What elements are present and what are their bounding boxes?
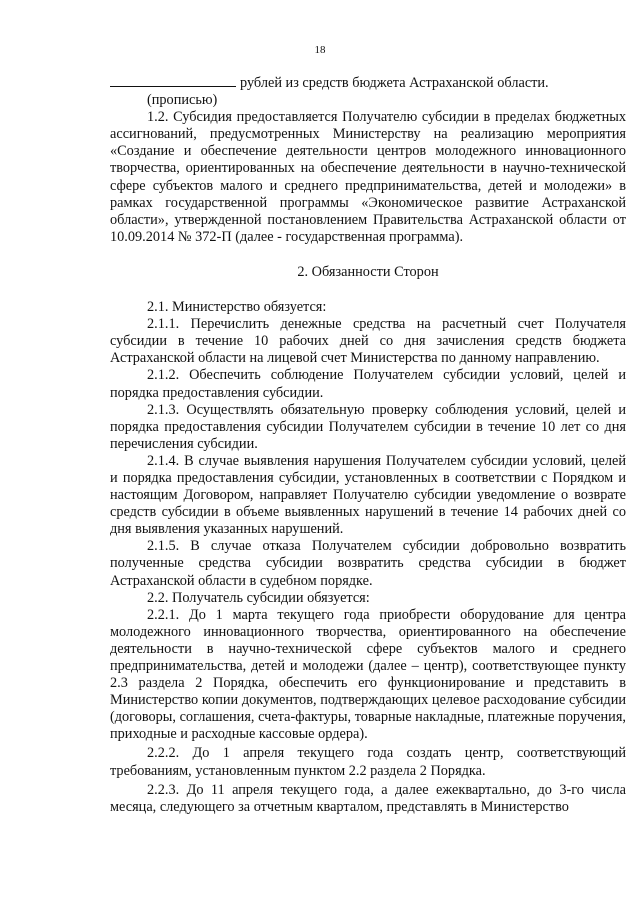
document-body [110,74,626,816]
clause-2-2: 2.2. Получатель субсидии обязуется: [147,589,370,606]
amount-blank-field [110,74,236,87]
page-number: 18 [314,44,326,56]
clause-2-1-4: 2.1.4. В случае выявления нарушения Получателем субсидии условий, целей и порядка предоставления субсидии, установленных в соответствии с Порядком и настоящим Договором, направляет Получателю субсидии уведомление о возврате средств субсидии в объеме выявленных нарушений в течение 14 рабочих дней со дня выявления указанных нарушений. [110,452,626,538]
clause-2-1: 2.1. Министерство обязуется: [147,299,327,316]
clause-2-2-2: 2.2.2. До 1 апреля текущего года создать центр, соответствующий требованиям, установленным пунктом 2.2 раздела 2 Порядка. [110,745,626,779]
amount-line-text: рублей из средств бюджета Астраханской области. [240,75,549,91]
clause-2-2-3: 2.2.3. До 11 апреля текущего года, а далее ежеквартально, до 3-го числа месяца, следующего за отчетным кварталом, представлять в Министерство [110,781,626,815]
amount-in-words-note: (прописью) [147,92,218,109]
clause-2-1-5: 2.1.5. В случае отказа Получателем субсидии добровольно возвратить полученные средства субсидии возвратить средства субсидии в бюджет Астраханской области в судебном порядке. [110,538,626,589]
clause-2-1-1: 2.1.1. Перечислить денежные средства на расчетный счет Получателя субсидии в течение 10 рабочих дней со дня зачисления средств бюджета Астраханской области на лицевой счет Министерства по данному направлению. [110,316,626,367]
clause-2-2-1: 2.2.1. До 1 марта текущего года приобрести оборудование для центра молодежного инновационного творчества, ориентированного на обеспечение деятельности в научно-технической сфере субъектов малого и среднего предпринимательства, детей и молодежи (далее – центр), соответствующее пункту 2.3 раздела 2 Порядка, обеспечить его функционирование и представить в Министерство копии документов, подтверждающих целевое расходование субсидии (договоры, соглашения, счета-фактуры, товарные накладные, платежные поручения, приходные и расходные кассовые ордера). [110,606,626,743]
clause-2-1-2: 2.1.2. Обеспечить соблюдение Получателем субсидии условий, целей и порядка предоставления субсидии. [110,367,626,401]
section-2-heading: 2. Обязанности Сторон [297,263,439,280]
amount-line [110,74,626,92]
clause-2-1-3: 2.1.3. Осуществлять обязательную проверку соблюдения условий, целей и порядка предоставления субсидии Получателем субсидии в течение 10 лет со дня перечисления субсидии. [110,401,626,452]
clause-1-2: 1.2. Субсидия предоставляется Получателю субсидии в пределах бюджетных ассигнований, предусмотренных Министерству на реализацию мероприятия «Создание и обеспечение деятельности центров молодежного инновационного творчества, ориентированных на обеспечение деятельности в научно-технической сфере субъектов малого и среднего предпринимательства, детей и молодежи» в рамках государственной программы «Экономическое развитие Астраханской области», утвержденной постановлением Правительства Астраханской области от 10.09.2014 № 372-П (далее - государственная программа). [110,109,626,245]
